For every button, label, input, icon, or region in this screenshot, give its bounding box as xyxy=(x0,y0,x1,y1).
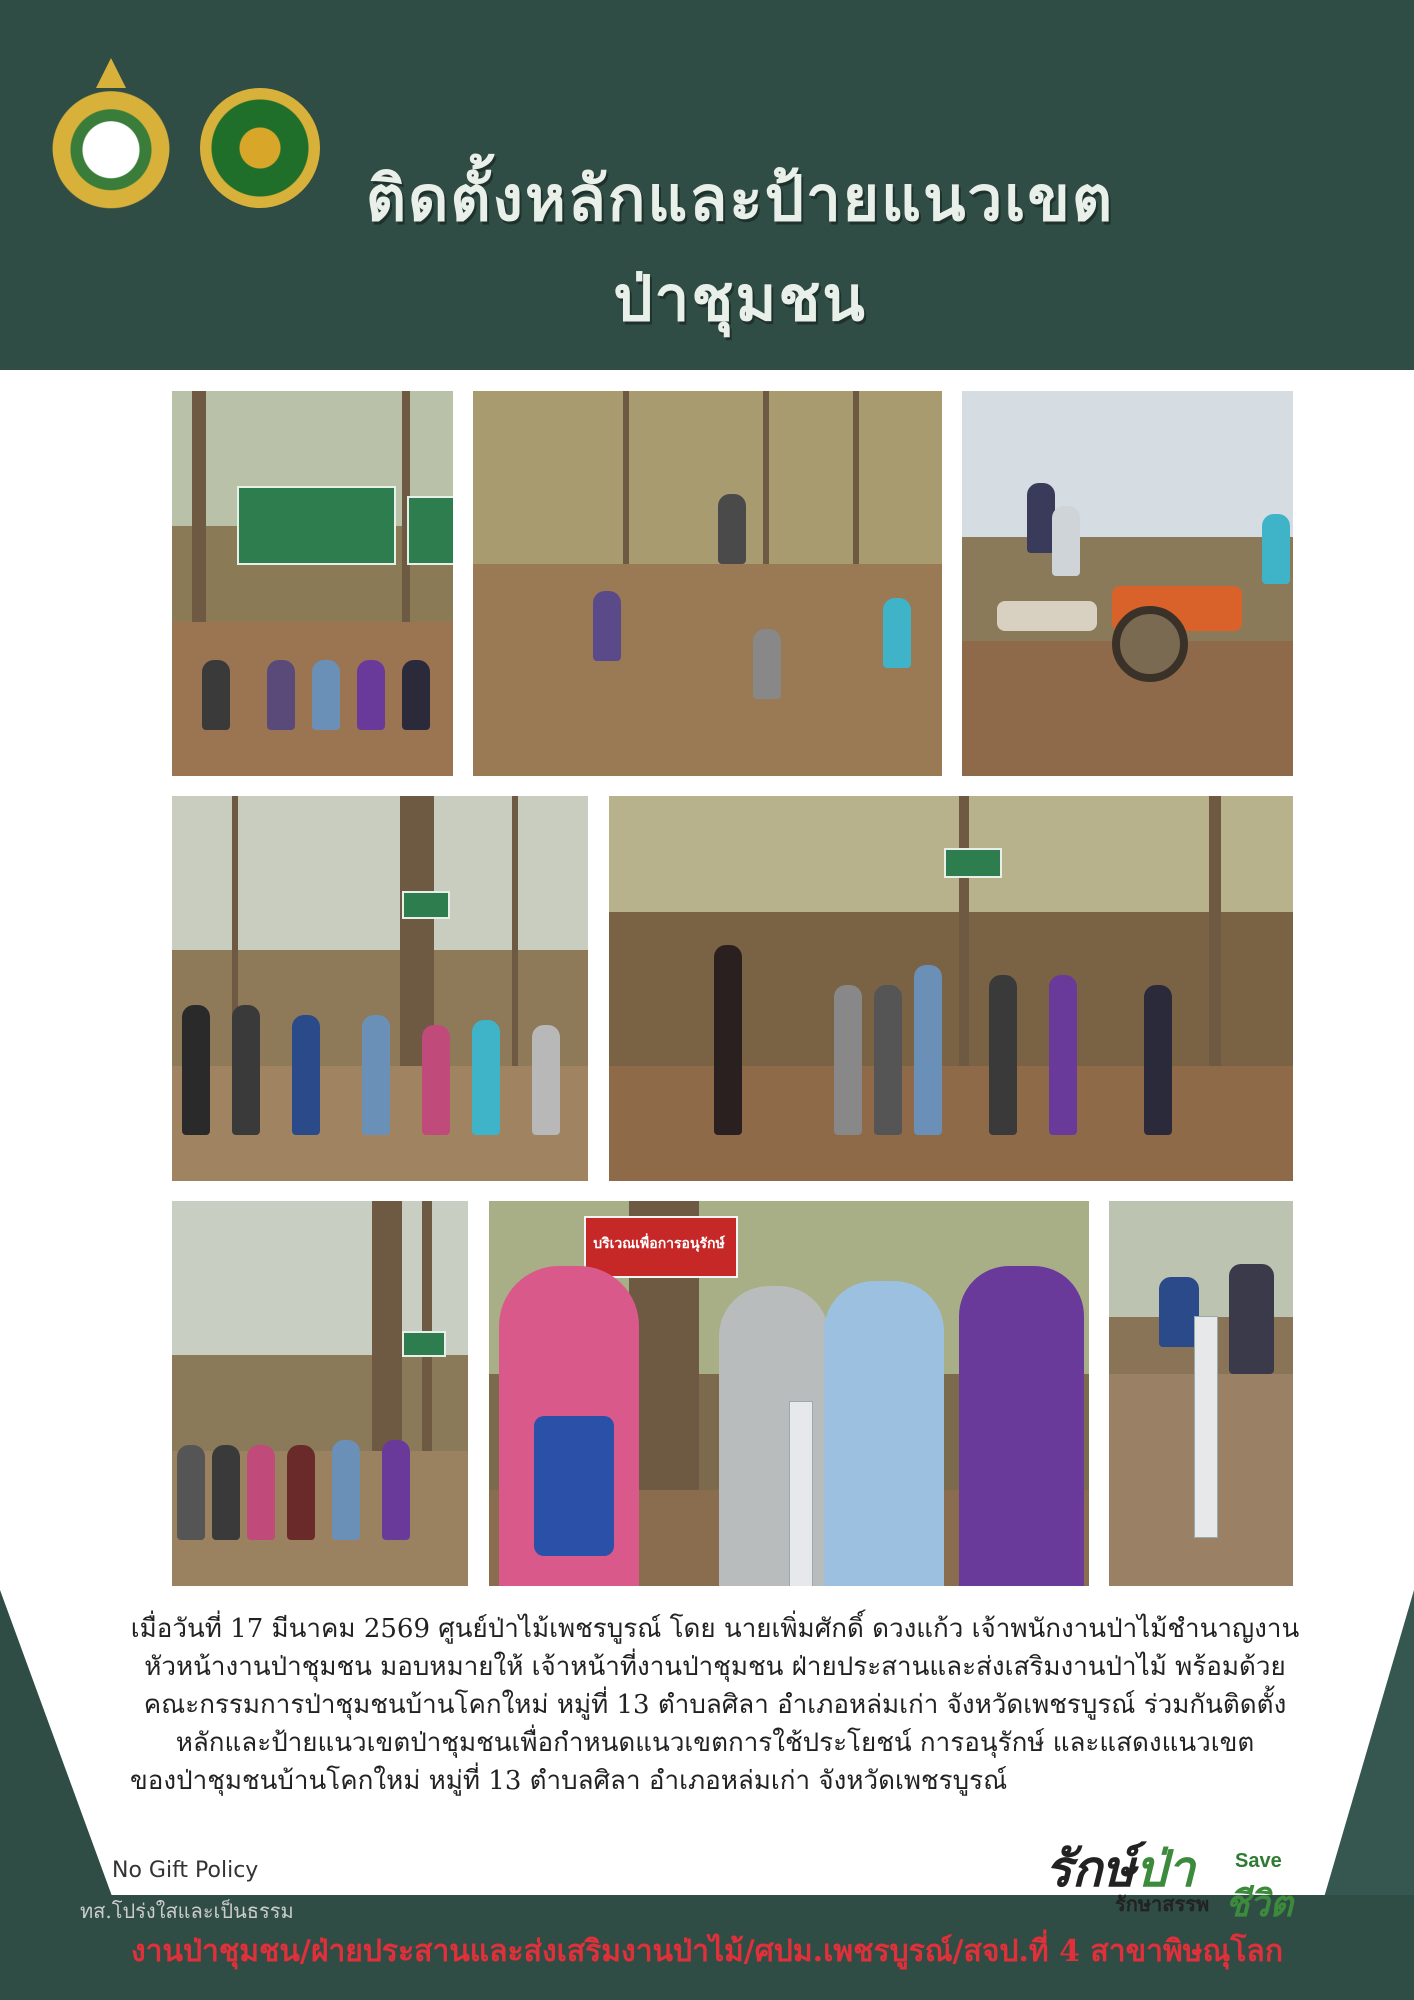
logo-word-pa: ป่า xyxy=(1135,1839,1195,1898)
page-title-line2: ป่าชุมชน xyxy=(613,262,867,335)
description-line: ของป่าชุมชนบ้านโคกใหม่ หมู่ที่ 13 ตำบลศิลา อำเภอหล่มเก่า จังหวัดเพชรบูรณ์ xyxy=(130,1766,1008,1796)
footer-credit-text: งานป่าชุมชน/ฝ่ายประสานและส่งเสริมงานป่าไม้/ศปม.เพชรบูรณ์/สจป.ที่ 4 สาขาพิษณุโลก xyxy=(131,1934,1283,1969)
description-line: หลักและป้ายแนวเขตป่าชุมชนเพื่อกำหนดแนวเขตการใช้ประโยชน์ การอนุรักษ์ และแสดงแนวเขต xyxy=(175,1728,1255,1758)
photo-digging-hillside xyxy=(472,390,943,777)
description-line: เมื่อวันที่ 17 มีนาคม 2569 ศูนย์ป่าไม้เพชรบูรณ์ โดย นายเพิ่มศักดิ์ ดวงแก้ว เจ้าพนักงานป่าไม้ชำนาญงาน xyxy=(130,1614,1300,1644)
no-gift-policy-text: No Gift Policy xyxy=(112,1858,259,1883)
description-line: คณะกรรมการป่าชุมชนบ้านโคกใหม่ หมู่ที่ 13 ตำบลศิลา อำเภอหล่มเก่า จังหวัดเพชรบูรณ์ ร่วมกันติดตั้ง xyxy=(143,1690,1287,1720)
page-title-line1: ติดตั้งหลักและป้ายแนวเขต xyxy=(365,162,1115,235)
logo-sub-text: รักษาสรรพ xyxy=(1115,1892,1210,1916)
photo-team-cheering xyxy=(171,1200,469,1587)
photo-team-bamboo-forest xyxy=(608,795,1294,1182)
photo-four-men-with-post xyxy=(488,1200,1090,1587)
conservation-area-sign: บริเวณเพื่อการอนุรักษ์ xyxy=(593,1236,725,1252)
royal-forest-department-logo-icon xyxy=(200,88,320,208)
photo-team-at-tree xyxy=(171,795,589,1182)
logo-word-rak: รักษ์ xyxy=(1045,1839,1136,1898)
description-text xyxy=(120,1610,1310,1800)
provincial-emblem-icon xyxy=(52,70,170,215)
description-line: หัวหน้างานป่าชุมชน มอบหมายให้ เจ้าหน้าที่งานป่าชุมชน ฝ่ายประสานและส่งเสริมงานป่าไม้ พร้อมด้วย xyxy=(144,1652,1286,1682)
logo-life-text: ชีวิต xyxy=(1225,1883,1294,1925)
logo-save-text: Save xyxy=(1235,1850,1282,1872)
photo-tractor xyxy=(961,390,1294,777)
transparency-policy-text: ทส.โปร่งใสและเป็นธรรม xyxy=(80,1899,294,1923)
photo-group-at-sign xyxy=(171,390,454,777)
photo-boundary-post xyxy=(1108,1200,1294,1587)
